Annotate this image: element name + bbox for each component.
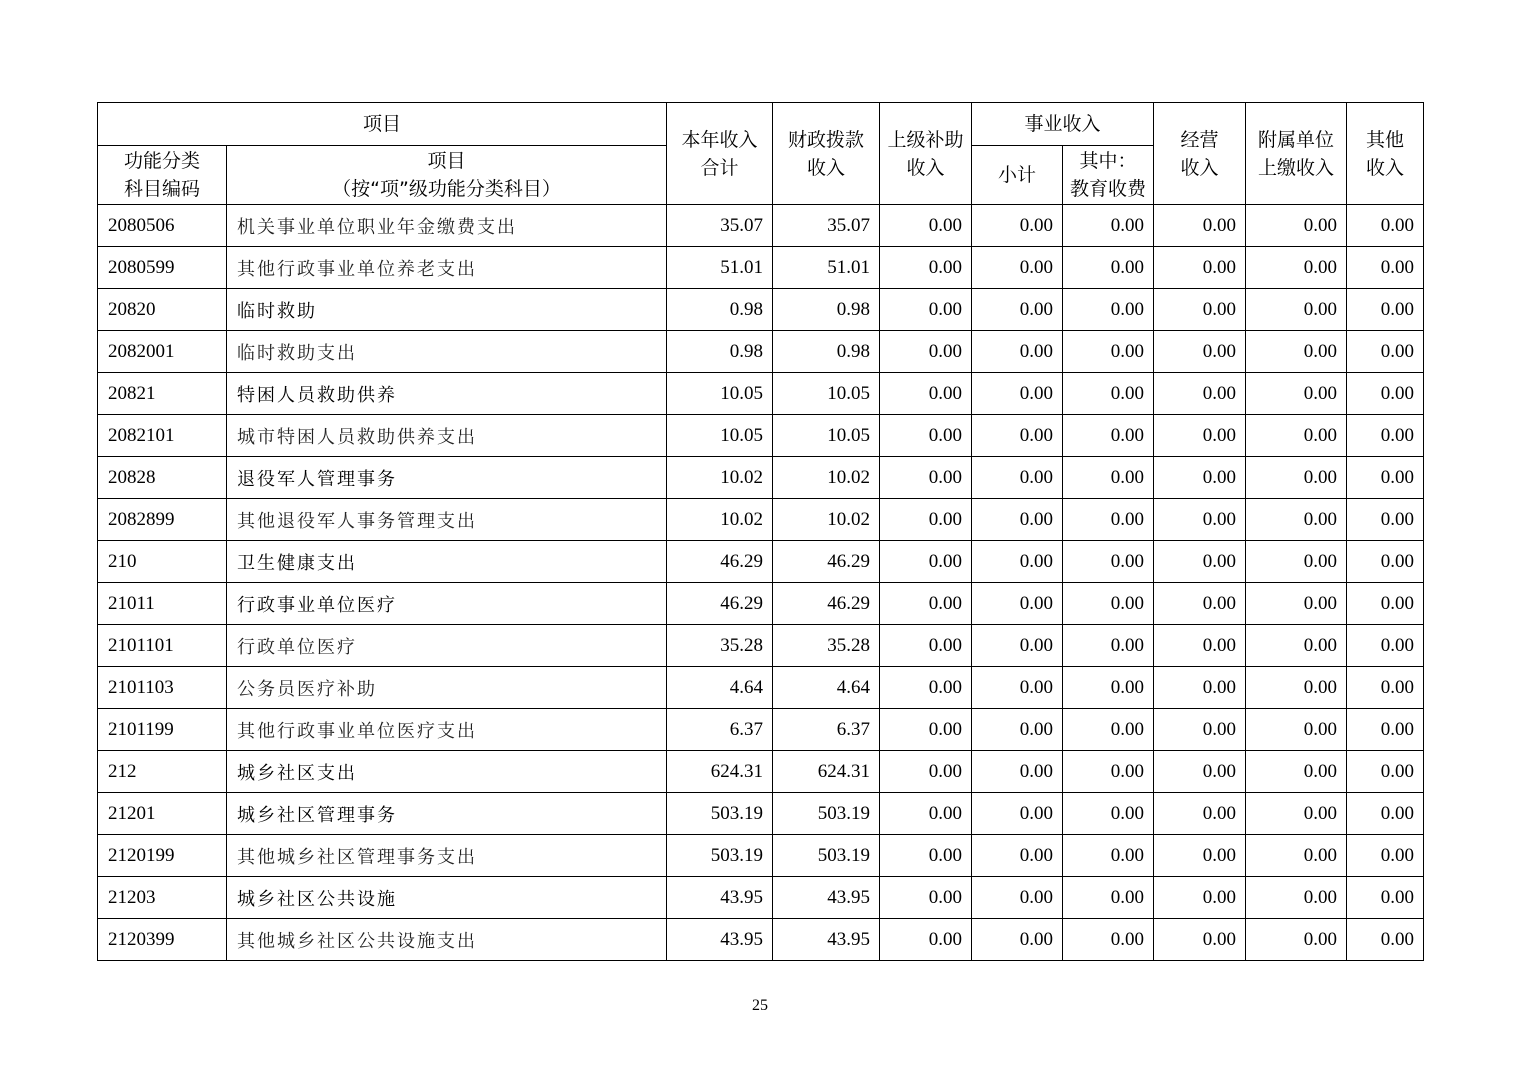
table-row (98, 289, 1424, 331)
cell-superior: 0.00 (880, 751, 972, 793)
table-row (98, 415, 1424, 457)
cell-total: 624.31 (667, 751, 773, 793)
cell-affiliated: 0.00 (1246, 457, 1347, 499)
cell-superior: 0.00 (880, 205, 972, 247)
header-total-income-line2: 合计 (700, 156, 739, 179)
cell-subtotal: 0.00 (972, 793, 1063, 835)
cell-fiscal: 51.01 (773, 247, 880, 289)
cell-operating: 0.00 (1154, 457, 1246, 499)
cell-code: 2101199 (98, 709, 227, 751)
cell-operating: 0.00 (1154, 793, 1246, 835)
cell-subtotal: 0.00 (972, 835, 1063, 877)
cell-affiliated: 0.00 (1246, 247, 1347, 289)
cell-other: 0.00 (1347, 415, 1424, 457)
header-other-line2: 收入 (1366, 156, 1405, 179)
cell-other: 0.00 (1347, 247, 1424, 289)
cell-name: 机关事业单位职业年金缴费支出 (227, 205, 667, 247)
cell-total: 35.07 (667, 205, 773, 247)
cell-total: 0.98 (667, 289, 773, 331)
cell-total: 4.64 (667, 667, 773, 709)
cell-code: 2080506 (98, 205, 227, 247)
cell-affiliated: 0.00 (1246, 793, 1347, 835)
cell-subtotal: 0.00 (972, 877, 1063, 919)
cell-code: 21011 (98, 583, 227, 625)
cell-name: 其他城乡社区管理事务支出 (227, 835, 667, 877)
cell-education: 0.00 (1063, 877, 1154, 919)
cell-affiliated: 0.00 (1246, 919, 1347, 961)
cell-affiliated: 0.00 (1246, 583, 1347, 625)
cell-fiscal: 46.29 (773, 541, 880, 583)
cell-other: 0.00 (1347, 751, 1424, 793)
cell-education: 0.00 (1063, 751, 1154, 793)
cell-fiscal: 35.28 (773, 625, 880, 667)
cell-affiliated: 0.00 (1246, 667, 1347, 709)
table-row (98, 625, 1424, 667)
cell-education: 0.00 (1063, 709, 1154, 751)
header-affiliated-line2: 上缴收入 (1258, 156, 1335, 179)
cell-other: 0.00 (1347, 667, 1424, 709)
cell-other: 0.00 (1347, 205, 1424, 247)
cell-education: 0.00 (1063, 373, 1154, 415)
cell-subtotal: 0.00 (972, 919, 1063, 961)
header-affiliated-income (1246, 103, 1347, 205)
cell-operating: 0.00 (1154, 667, 1246, 709)
cell-name: 其他退役军人事务管理支出 (227, 499, 667, 541)
table-row (98, 835, 1424, 877)
cell-subtotal: 0.00 (972, 583, 1063, 625)
cell-name: 城乡社区公共设施 (227, 877, 667, 919)
cell-total: 35.28 (667, 625, 773, 667)
cell-fiscal: 624.31 (773, 751, 880, 793)
cell-education: 0.00 (1063, 793, 1154, 835)
cell-total: 10.02 (667, 457, 773, 499)
cell-name: 行政事业单位医疗 (227, 583, 667, 625)
cell-subtotal: 0.00 (972, 373, 1063, 415)
cell-operating: 0.00 (1154, 541, 1246, 583)
cell-superior: 0.00 (880, 457, 972, 499)
cell-superior: 0.00 (880, 625, 972, 667)
cell-code: 2082899 (98, 499, 227, 541)
cell-code: 210 (98, 541, 227, 583)
cell-education: 0.00 (1063, 331, 1154, 373)
table-row (98, 583, 1424, 625)
cell-subtotal: 0.00 (972, 499, 1063, 541)
cell-total: 10.05 (667, 373, 773, 415)
cell-other: 0.00 (1347, 457, 1424, 499)
cell-subtotal: 0.00 (972, 541, 1063, 583)
cell-superior: 0.00 (880, 583, 972, 625)
cell-education: 0.00 (1063, 667, 1154, 709)
cell-name: 临时救助 (227, 289, 667, 331)
cell-other: 0.00 (1347, 289, 1424, 331)
cell-code: 20828 (98, 457, 227, 499)
cell-subtotal: 0.00 (972, 415, 1063, 457)
table-row (98, 247, 1424, 289)
cell-education: 0.00 (1063, 541, 1154, 583)
cell-total: 43.95 (667, 919, 773, 961)
header-education-line2: 教育收费 (1070, 178, 1147, 200)
cell-education: 0.00 (1063, 499, 1154, 541)
table-header (98, 103, 1424, 205)
cell-superior: 0.00 (880, 247, 972, 289)
cell-name: 卫生健康支出 (227, 541, 667, 583)
cell-fiscal: 43.95 (773, 877, 880, 919)
cell-code: 2080599 (98, 247, 227, 289)
cell-total: 46.29 (667, 541, 773, 583)
cell-operating: 0.00 (1154, 625, 1246, 667)
cell-affiliated: 0.00 (1246, 373, 1347, 415)
cell-superior: 0.00 (880, 667, 972, 709)
cell-education: 0.00 (1063, 583, 1154, 625)
cell-affiliated: 0.00 (1246, 625, 1347, 667)
cell-code: 2101103 (98, 667, 227, 709)
cell-code: 21203 (98, 877, 227, 919)
cell-name: 其他城乡社区公共设施支出 (227, 919, 667, 961)
header-function-code (98, 146, 227, 205)
cell-education: 0.00 (1063, 457, 1154, 499)
header-operating-line1: 经营 (1180, 128, 1219, 151)
cell-education: 0.00 (1063, 835, 1154, 877)
cell-total: 0.98 (667, 331, 773, 373)
table-row (98, 667, 1424, 709)
header-business-income: 事业收入 (972, 103, 1154, 146)
cell-education: 0.00 (1063, 289, 1154, 331)
cell-superior: 0.00 (880, 373, 972, 415)
cell-fiscal: 35.07 (773, 205, 880, 247)
cell-code: 20821 (98, 373, 227, 415)
cell-total: 10.02 (667, 499, 773, 541)
table-row (98, 205, 1424, 247)
header-item-name-line1: 项目 (427, 150, 466, 172)
cell-operating: 0.00 (1154, 415, 1246, 457)
cell-affiliated: 0.00 (1246, 205, 1347, 247)
cell-subtotal: 0.00 (972, 667, 1063, 709)
cell-fiscal: 10.02 (773, 499, 880, 541)
header-other-income (1347, 103, 1424, 205)
cell-superior: 0.00 (880, 415, 972, 457)
cell-superior: 0.00 (880, 877, 972, 919)
cell-operating: 0.00 (1154, 247, 1246, 289)
cell-superior: 0.00 (880, 541, 972, 583)
cell-other: 0.00 (1347, 583, 1424, 625)
cell-subtotal: 0.00 (972, 205, 1063, 247)
cell-subtotal: 0.00 (972, 247, 1063, 289)
cell-name: 行政单位医疗 (227, 625, 667, 667)
cell-name: 城乡社区管理事务 (227, 793, 667, 835)
header-superior-subsidy (880, 103, 972, 205)
table-row (98, 541, 1424, 583)
cell-total: 46.29 (667, 583, 773, 625)
cell-name: 其他行政事业单位养老支出 (227, 247, 667, 289)
cell-operating: 0.00 (1154, 583, 1246, 625)
cell-fiscal: 43.95 (773, 919, 880, 961)
cell-subtotal: 0.00 (972, 457, 1063, 499)
cell-fiscal: 4.64 (773, 667, 880, 709)
table-row (98, 709, 1424, 751)
cell-other: 0.00 (1347, 835, 1424, 877)
header-superior-line2: 收入 (906, 156, 945, 179)
header-education-line1: 其中： (1079, 150, 1137, 172)
cell-other: 0.00 (1347, 331, 1424, 373)
table-body (98, 205, 1424, 961)
cell-education: 0.00 (1063, 415, 1154, 457)
cell-fiscal: 6.37 (773, 709, 880, 751)
cell-subtotal: 0.00 (972, 625, 1063, 667)
header-other-line1: 其他 (1366, 128, 1405, 151)
table-row (98, 373, 1424, 415)
header-fiscal-appropriation (773, 103, 880, 205)
cell-subtotal: 0.00 (972, 331, 1063, 373)
cell-affiliated: 0.00 (1246, 331, 1347, 373)
cell-total: 10.05 (667, 415, 773, 457)
table-row (98, 919, 1424, 961)
cell-affiliated: 0.00 (1246, 751, 1347, 793)
cell-fiscal: 503.19 (773, 835, 880, 877)
header-total-income (667, 103, 773, 205)
header-operating-line2: 收入 (1180, 156, 1219, 179)
cell-superior: 0.00 (880, 709, 972, 751)
cell-affiliated: 0.00 (1246, 415, 1347, 457)
cell-other: 0.00 (1347, 373, 1424, 415)
cell-total: 43.95 (667, 877, 773, 919)
cell-superior: 0.00 (880, 331, 972, 373)
cell-affiliated: 0.00 (1246, 835, 1347, 877)
table-row (98, 751, 1424, 793)
cell-subtotal: 0.00 (972, 751, 1063, 793)
cell-subtotal: 0.00 (972, 289, 1063, 331)
cell-code: 2101101 (98, 625, 227, 667)
cell-operating: 0.00 (1154, 289, 1246, 331)
header-subtotal: 小计 (972, 146, 1063, 205)
table-row (98, 793, 1424, 835)
cell-code: 2120199 (98, 835, 227, 877)
cell-total: 51.01 (667, 247, 773, 289)
header-fiscal-line1: 财政拨款 (788, 128, 865, 151)
cell-fiscal: 10.05 (773, 373, 880, 415)
cell-fiscal: 10.02 (773, 457, 880, 499)
header-fiscal-line2: 收入 (807, 156, 846, 179)
cell-other: 0.00 (1347, 709, 1424, 751)
cell-other: 0.00 (1347, 499, 1424, 541)
cell-superior: 0.00 (880, 499, 972, 541)
cell-affiliated: 0.00 (1246, 709, 1347, 751)
cell-operating: 0.00 (1154, 331, 1246, 373)
cell-operating: 0.00 (1154, 919, 1246, 961)
income-budget-table (97, 102, 1424, 961)
cell-name: 城市特困人员救助供养支出 (227, 415, 667, 457)
cell-operating: 0.00 (1154, 373, 1246, 415)
header-total-income-line1: 本年收入 (681, 128, 758, 151)
cell-operating: 0.00 (1154, 877, 1246, 919)
header-item-name (227, 146, 667, 205)
header-affiliated-line1: 附属单位 (1258, 128, 1335, 151)
cell-superior: 0.00 (880, 919, 972, 961)
cell-operating: 0.00 (1154, 835, 1246, 877)
cell-name: 临时救助支出 (227, 331, 667, 373)
cell-superior: 0.00 (880, 835, 972, 877)
cell-code: 2082001 (98, 331, 227, 373)
cell-code: 21201 (98, 793, 227, 835)
cell-other: 0.00 (1347, 877, 1424, 919)
cell-fiscal: 46.29 (773, 583, 880, 625)
cell-operating: 0.00 (1154, 751, 1246, 793)
header-function-code-line2: 科目编码 (123, 178, 200, 200)
page-number: 25 (752, 997, 768, 1014)
table-row (98, 457, 1424, 499)
table-row (98, 499, 1424, 541)
table-row (98, 331, 1424, 373)
cell-fiscal: 0.98 (773, 331, 880, 373)
cell-code: 212 (98, 751, 227, 793)
cell-affiliated: 0.00 (1246, 289, 1347, 331)
cell-other: 0.00 (1347, 793, 1424, 835)
header-superior-line1: 上级补助 (887, 128, 964, 151)
cell-superior: 0.00 (880, 289, 972, 331)
cell-operating: 0.00 (1154, 205, 1246, 247)
header-operating-income (1154, 103, 1246, 205)
cell-education: 0.00 (1063, 205, 1154, 247)
cell-education: 0.00 (1063, 919, 1154, 961)
cell-name: 公务员医疗补助 (227, 667, 667, 709)
cell-name: 特困人员救助供养 (227, 373, 667, 415)
cell-subtotal: 0.00 (972, 709, 1063, 751)
cell-education: 0.00 (1063, 247, 1154, 289)
cell-other: 0.00 (1347, 919, 1424, 961)
cell-code: 2120399 (98, 919, 227, 961)
cell-operating: 0.00 (1154, 709, 1246, 751)
cell-other: 0.00 (1347, 541, 1424, 583)
cell-other: 0.00 (1347, 625, 1424, 667)
cell-name: 其他行政事业单位医疗支出 (227, 709, 667, 751)
header-item-name-line2: （按“项”级功能分类科目） (332, 178, 561, 200)
cell-total: 503.19 (667, 793, 773, 835)
header-item: 项目 (98, 103, 667, 146)
cell-total: 6.37 (667, 709, 773, 751)
header-education-fee (1063, 146, 1154, 205)
cell-code: 2082101 (98, 415, 227, 457)
table-row (98, 877, 1424, 919)
cell-operating: 0.00 (1154, 499, 1246, 541)
cell-affiliated: 0.00 (1246, 541, 1347, 583)
cell-affiliated: 0.00 (1246, 877, 1347, 919)
header-function-code-line1: 功能分类 (123, 150, 200, 172)
cell-name: 城乡社区支出 (227, 751, 667, 793)
cell-code: 20820 (98, 289, 227, 331)
cell-fiscal: 503.19 (773, 793, 880, 835)
cell-name: 退役军人管理事务 (227, 457, 667, 499)
cell-fiscal: 0.98 (773, 289, 880, 331)
cell-affiliated: 0.00 (1246, 499, 1347, 541)
cell-education: 0.00 (1063, 625, 1154, 667)
cell-total: 503.19 (667, 835, 773, 877)
cell-superior: 0.00 (880, 793, 972, 835)
cell-fiscal: 10.05 (773, 415, 880, 457)
